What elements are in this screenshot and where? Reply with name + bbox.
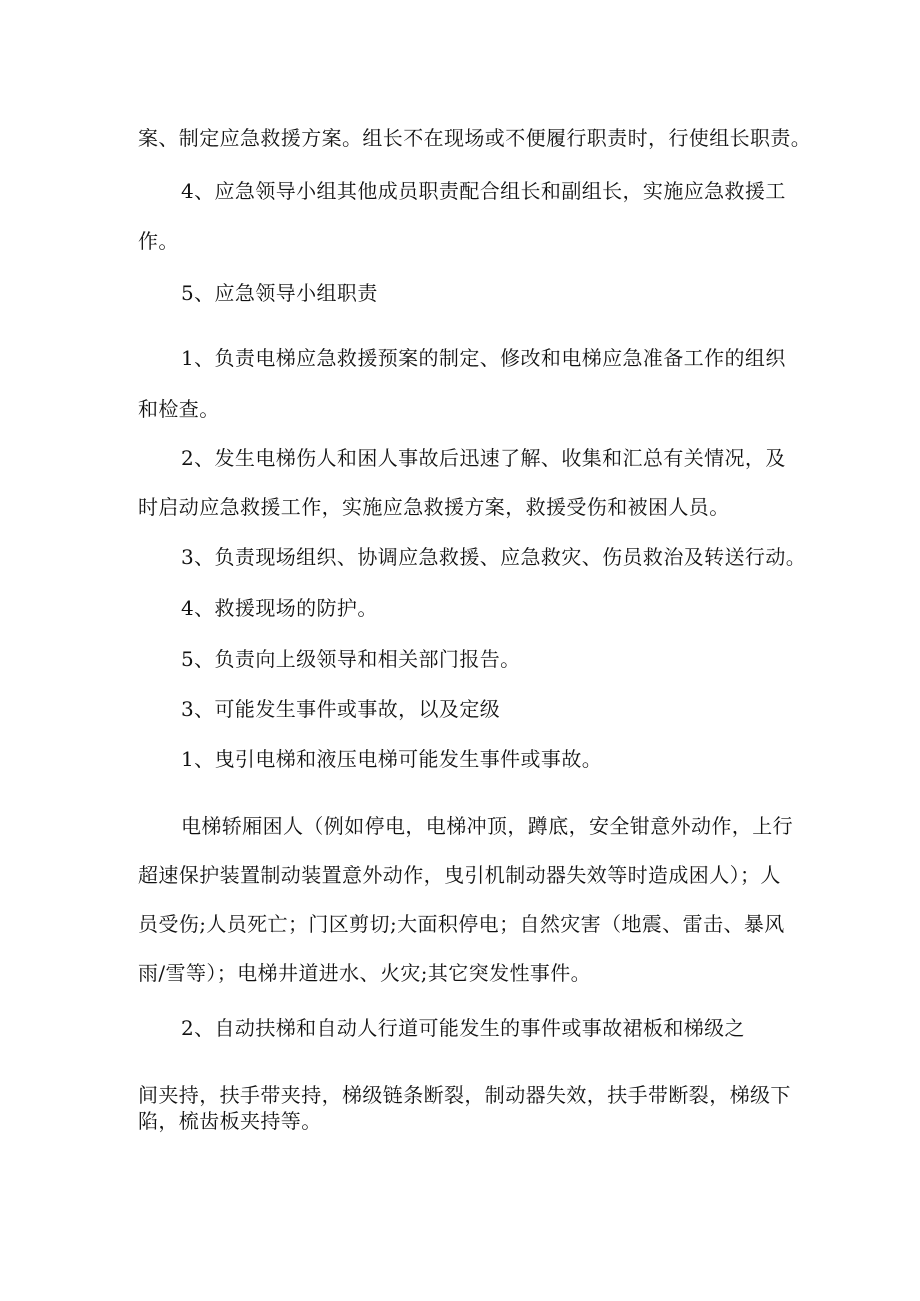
- text-line: 时启动应急救援工作，实施应急救援方案，救援受伤和被困人员。: [138, 495, 730, 519]
- text-line: 和检查。: [138, 397, 220, 421]
- section-heading: 5、应急领导小组职责: [181, 281, 378, 305]
- text-line: 2、自动扶梯和自动人行道可能发生的事件或事故裙板和梯级之: [181, 1016, 745, 1040]
- text-line: 雨/雪等）；电梯井道进水、火灾;其它突发性事件。: [138, 961, 592, 985]
- text-line: 2、发生电梯伤人和困人事故后迅速了解、收集和汇总有关情况，及: [181, 446, 786, 470]
- section-heading: 3、可能发生事件或事故，以及定级: [181, 697, 501, 721]
- text-line: 1、负责电梯应急救援预案的制定、修改和电梯应急准备工作的组织: [181, 346, 786, 370]
- text-line: 1、曳引电梯和液压电梯可能发生事件或事故。: [181, 747, 603, 771]
- text-line: 案、制定应急救援方案。组长不在现场或不便履行职责时，行使组长职责。: [138, 126, 812, 150]
- text-line: 间夹持，扶手带夹持，梯级链条断裂，制动器失效，扶手带断裂，梯级下: [138, 1083, 791, 1107]
- text-line: 陷，梳齿板夹持等。: [138, 1109, 322, 1133]
- text-line: 超速保护装置制动装置意外动作，曳引机制动器失效等时造成困人）；人: [138, 863, 781, 887]
- text-line: 4、应急领导小组其他成员职责配合组长和副组长，实施应急救援工: [181, 179, 786, 203]
- text-line: 4、救援现场的防护。: [181, 596, 378, 620]
- text-line: 电梯轿厢困人（例如停电，电梯冲顶，蹲底，安全钳意外动作，上行: [181, 814, 793, 838]
- text-line: 作。: [138, 229, 179, 253]
- text-line: 员受伤;人员死亡；门区剪切;大面积停电；自然灾害（地震、雷击、暴风: [138, 912, 785, 936]
- text-line: 5、负责向上级领导和相关部门报告。: [181, 647, 521, 671]
- text-line: 3、负责现场组织、协调应急救援、应急救灾、伤员救治及转送行动。: [181, 545, 807, 569]
